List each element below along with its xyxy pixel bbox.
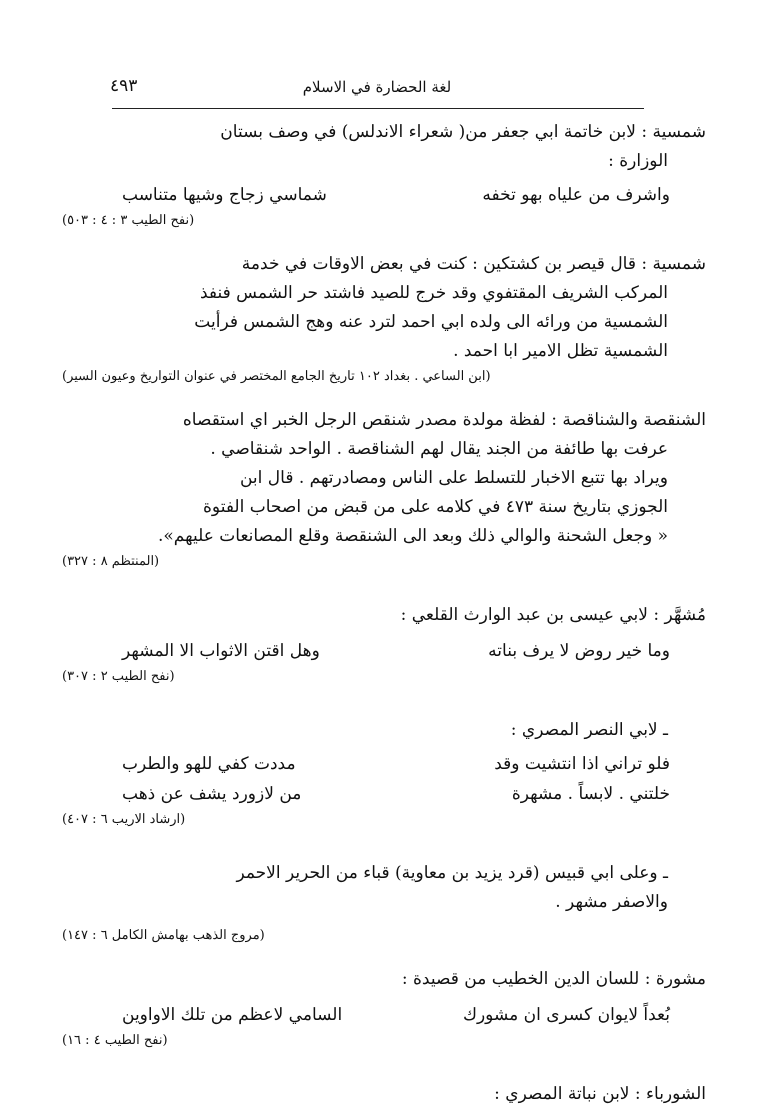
verse-hemistich-first: بُعداً لايوان كسرى ان مشورك (462, 1005, 670, 1025)
page-number: ٤٩٣ (110, 76, 138, 96)
verse (62, 749, 706, 779)
entry-mashwar (62, 965, 706, 1052)
verse (62, 1000, 706, 1030)
verse-hemistich-second: وهل اقتن الاثواب الا المشهر (122, 641, 320, 661)
entry-line: « وجعل الشحنة والوالي ذلك وبعد الى الشنقصة وقلع المصانعات عليهم». (158, 526, 668, 546)
verse-hemistich-second: شماسي زجاج وشيها متناسب (122, 185, 327, 205)
source-citation: (المنتظم ٨ : ٣٢٧) (62, 554, 160, 569)
entry-line: ـ لابي النصر المصري : (510, 720, 668, 740)
verse (62, 636, 706, 666)
verse-hemistich-first: خلتني . لابساً . مشهرة (511, 784, 670, 804)
entry-line: مُشهَّر : لابي عيسى بن عبد الوارث القلعي : (400, 605, 706, 625)
entry-line: الجوزي بتاريخ سنة ٤٧٣ في كلامه على من قبض من اصحاب الفتوة (203, 497, 668, 517)
entry-shorba (62, 1080, 706, 1109)
entry-shanqasa (62, 406, 706, 573)
entry-mushahhar-2 (62, 716, 706, 831)
entry-line: عرفت بها طائفة من الجند يقال لهم الشناقصة . الواحد شنقاصي . (210, 439, 668, 459)
entry-shamsiya-2 (62, 250, 706, 388)
source-citation: (ارشاد الاريب ٦ : ٤٠٧) (62, 812, 186, 827)
source-citation: (نفح الطيب ٢ : ٣٠٧) (62, 669, 175, 684)
verse-hemistich-second: مددت كفي للهو والطرب (122, 754, 296, 774)
entry-mushahhar-1 (62, 601, 706, 688)
source-citation: (ابن الساعي . بغداد ١٠٢ تاريخ الجامع المختصر في عنوان التواريخ وعيون السير) (62, 369, 491, 384)
entry-line: المركب الشريف المقتفوي وقد خرج للصيد فاشتد حر الشمس فنفذ (199, 283, 668, 303)
entry-line: الشمسية تظل الامير ابا احمد . (453, 341, 668, 361)
header-title: لغة الحضارة في الاسلام (302, 78, 452, 96)
entry-line: الشورباء : لابن نباتة المصري : (494, 1084, 706, 1104)
source-citation: (نفح الطيب ٤ : ١٦) (62, 1033, 168, 1048)
source-citation: (نفح الطيب ٣ : ٤ : ٥٠٣) (62, 213, 195, 228)
page-body (62, 118, 706, 1109)
verse-hemistich-second: من لازورد يشف عن ذهب (122, 784, 302, 804)
entry-line: مشورة : للسان الدين الخطيب من قصيدة : (401, 969, 706, 989)
entry-mushahhar-3 (62, 859, 706, 947)
entry-line: والاصفر مشهر . (555, 892, 668, 912)
entry-line: ويراد بها تتبع الاخبار للتسلط على الناس ومصادرتهم . قال ابن (239, 468, 668, 488)
entry-shamsiya-1 (62, 118, 706, 232)
entry-line: الوزارة : (608, 151, 668, 171)
entry-line: ـ وعلى ابي قبيس (قرد يزيد بن معاوية) قباء من الحرير الاحمر (236, 863, 668, 883)
entry-line: الشمسية من ورائه الى ولده ابي احمد لترد عنه وهج الشمس فرأيت (194, 312, 668, 332)
verse-hemistich-first: فلو تراني اذا انتشيت وقد (494, 754, 670, 774)
verse (62, 779, 706, 809)
verse-hemistich-first: وما خير روض لا يرف بناته (488, 641, 670, 661)
entry-line: شمسية : قال قيصر بن كشتكين : كنت في بعض الاوقات في خدمة (241, 254, 706, 274)
running-header (110, 78, 644, 96)
entry-line: شمسية : لابن خاتمة ابي جعفر من( شعراء الاندلس) في وصف بستان (220, 122, 706, 142)
entry-line: الشنقصة والشناقصة : لفظة مولدة مصدر شنقص الرجل الخبر اي استقصاه (182, 410, 706, 430)
verse (62, 180, 706, 210)
header-rule (112, 108, 644, 109)
verse-hemistich-first: واشرف من علياه بهو تخفه (482, 185, 670, 205)
source-citation: (مروج الذهب بهامش الكامل ٦ : ١٤٧) (62, 928, 265, 943)
verse-hemistich-second: السامي لاعظم من تلك الاواوين (122, 1005, 343, 1025)
